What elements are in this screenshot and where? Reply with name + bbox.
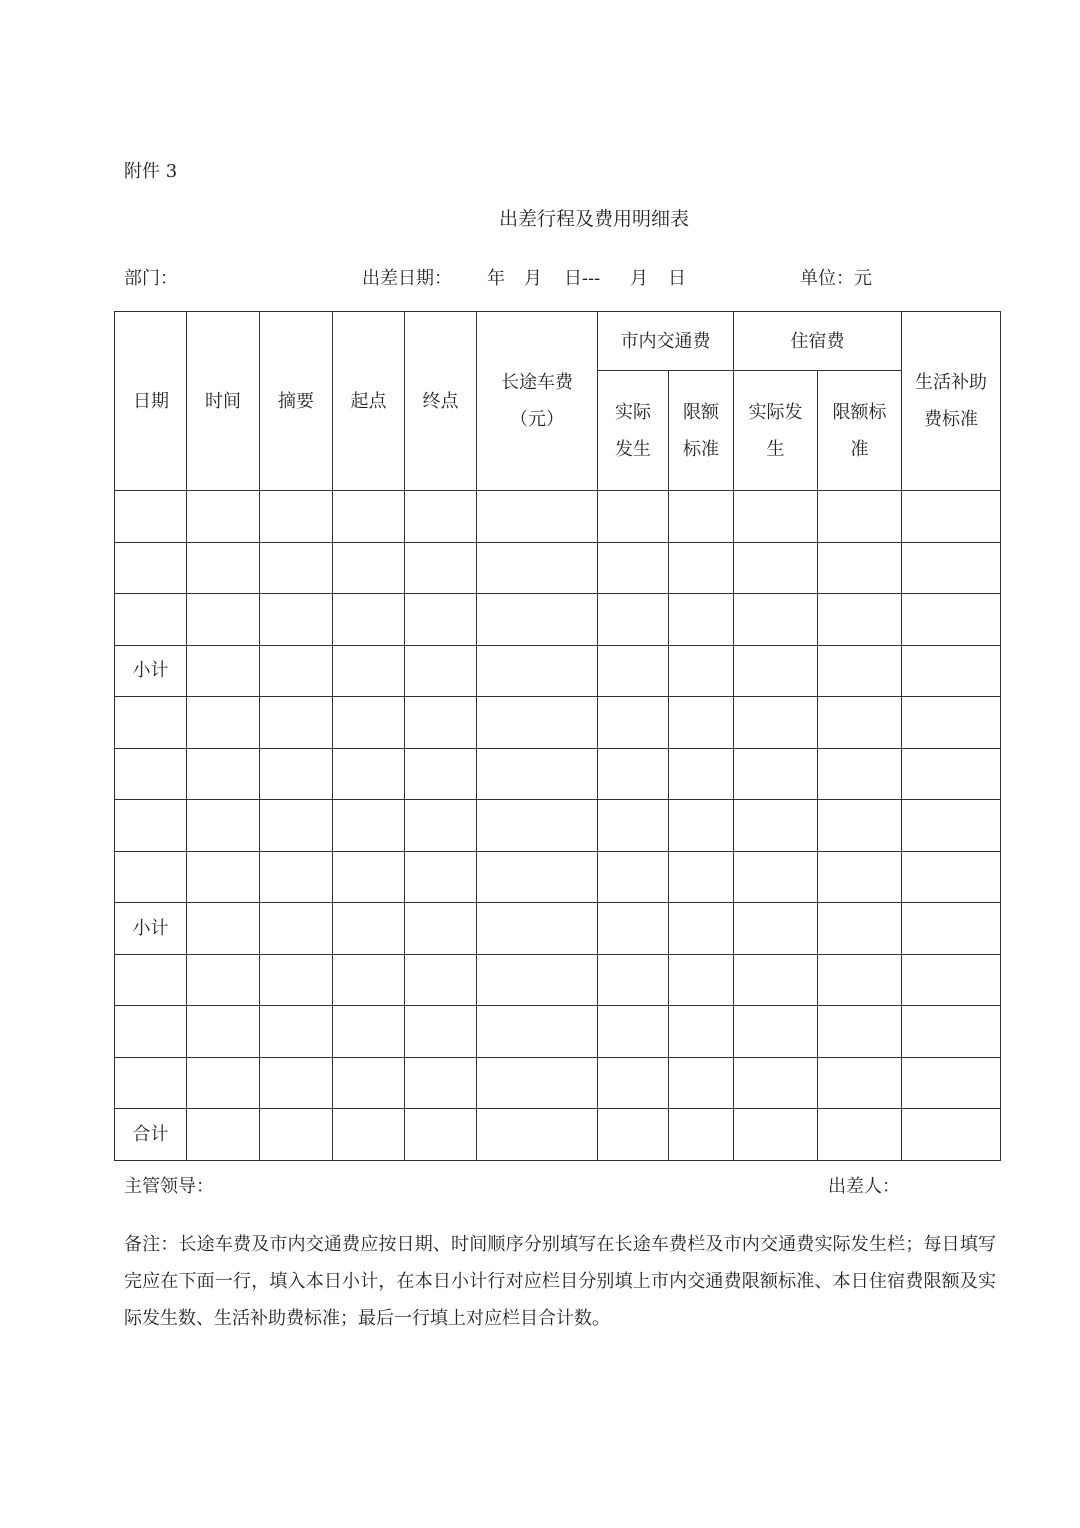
table-cell[interactable] <box>187 800 260 852</box>
supervisor-label: 主管领导： <box>124 1176 214 1197</box>
table-cell[interactable] <box>734 1006 818 1058</box>
table-cell[interactable] <box>260 1109 333 1161</box>
table-cell[interactable] <box>405 645 477 697</box>
table-cell[interactable] <box>405 903 477 955</box>
table-row <box>115 1109 1001 1161</box>
table-cell[interactable] <box>477 800 598 852</box>
table-cell[interactable] <box>734 1057 818 1109</box>
table-cell[interactable] <box>260 954 333 1006</box>
table-cell[interactable] <box>405 594 477 646</box>
department-label: 部门： <box>124 268 178 289</box>
date-month-end: 月 <box>630 268 648 289</box>
table-cell[interactable] <box>187 903 260 955</box>
table-cell[interactable] <box>477 645 598 697</box>
header-time: 时间 <box>187 312 260 491</box>
table-row <box>115 851 1001 903</box>
table-cell[interactable] <box>669 594 734 646</box>
table-cell[interactable] <box>260 1057 333 1109</box>
header-acc-limit <box>818 371 902 491</box>
table-cell[interactable] <box>669 1057 734 1109</box>
travel-date-label: 出差日期： <box>362 268 452 289</box>
table-cell[interactable] <box>598 491 669 543</box>
table-row <box>115 645 1001 697</box>
table-cell[interactable] <box>333 1006 405 1058</box>
row-label-cell <box>115 542 187 594</box>
table-cell[interactable] <box>187 954 260 1006</box>
table-cell[interactable] <box>405 542 477 594</box>
table-cell[interactable] <box>333 1109 405 1161</box>
table-row <box>115 748 1001 800</box>
header-acc-limit-line2: 准 <box>850 438 869 460</box>
table-cell[interactable] <box>902 542 1001 594</box>
table-cell[interactable] <box>669 748 734 800</box>
table-cell[interactable] <box>477 748 598 800</box>
table-cell[interactable] <box>902 594 1001 646</box>
table-cell[interactable] <box>405 1057 477 1109</box>
header-city-limit <box>669 371 734 491</box>
traveler-label: 出差人： <box>828 1176 900 1197</box>
table-cell[interactable] <box>405 800 477 852</box>
header-allowance-line2: 费标准 <box>924 409 978 430</box>
table-cell[interactable] <box>477 594 598 646</box>
table-cell[interactable] <box>477 851 598 903</box>
table-cell[interactable] <box>598 1109 669 1161</box>
table-cell[interactable] <box>477 542 598 594</box>
header-acc-actual-line2: 生 <box>766 438 785 460</box>
table-cell[interactable] <box>187 645 260 697</box>
row-label-cell: 小计 <box>115 903 187 955</box>
table-cell[interactable] <box>902 645 1001 697</box>
table-cell[interactable] <box>598 542 669 594</box>
table-cell[interactable] <box>187 1006 260 1058</box>
table-cell[interactable] <box>187 748 260 800</box>
table-cell[interactable] <box>187 851 260 903</box>
table-cell[interactable] <box>902 1057 1001 1109</box>
table-cell[interactable] <box>669 800 734 852</box>
table-cell[interactable] <box>260 851 333 903</box>
table-cell[interactable] <box>734 748 818 800</box>
table-cell[interactable] <box>260 491 333 543</box>
table-cell[interactable] <box>333 491 405 543</box>
table-cell[interactable] <box>669 903 734 955</box>
unit-label: 单位：元 <box>800 268 872 289</box>
row-label-cell <box>115 748 187 800</box>
table-cell[interactable] <box>260 800 333 852</box>
table-cell[interactable] <box>598 851 669 903</box>
table-cell[interactable] <box>598 1057 669 1109</box>
table-cell[interactable] <box>405 1006 477 1058</box>
table-cell[interactable] <box>669 1006 734 1058</box>
remarks-note: 备注：长途车费及市内交通费应按日期、时间顺序分别填写在长途车费栏及市内交通费实际发生栏；每日填写完应在下面一行，填入本日小计，在本日小计行对应栏目分别填上市内交通费限额标准、本日住宿费限额及实际发生数、生活补助费标准；最后一行填上对应栏目合计数。 <box>124 1234 996 1329</box>
table-row <box>115 800 1001 852</box>
table-cell[interactable] <box>333 645 405 697</box>
table-cell[interactable] <box>405 697 477 749</box>
table-cell[interactable] <box>669 851 734 903</box>
row-label-cell <box>115 954 187 1006</box>
row-label-cell: 合计 <box>115 1109 187 1161</box>
table-cell[interactable] <box>333 697 405 749</box>
table-cell[interactable] <box>734 800 818 852</box>
table-cell[interactable] <box>734 491 818 543</box>
table-cell[interactable] <box>902 748 1001 800</box>
table-cell[interactable] <box>902 1006 1001 1058</box>
table-cell[interactable] <box>818 800 902 852</box>
table-cell[interactable] <box>477 697 598 749</box>
table-cell[interactable] <box>333 748 405 800</box>
header-allowance-standard <box>902 312 1001 491</box>
attachment-label: 附件 3 <box>124 161 178 182</box>
header-summary: 摘要 <box>260 312 333 491</box>
table-cell[interactable] <box>734 594 818 646</box>
header-city-actual-line2: 发生 <box>615 438 651 460</box>
table-cell[interactable] <box>734 542 818 594</box>
header-long-distance-line2: （元） <box>510 409 564 430</box>
table-cell[interactable] <box>902 954 1001 1006</box>
table-cell[interactable] <box>818 1006 902 1058</box>
table-cell[interactable] <box>260 542 333 594</box>
table-cell[interactable] <box>405 748 477 800</box>
table-cell[interactable] <box>260 697 333 749</box>
table-cell[interactable] <box>260 594 333 646</box>
table-cell[interactable] <box>333 1057 405 1109</box>
table-cell[interactable] <box>902 903 1001 955</box>
table-cell[interactable] <box>734 645 818 697</box>
table-cell[interactable] <box>669 1109 734 1161</box>
row-label-cell <box>115 1057 187 1109</box>
header-accommodation: 住宿费 <box>734 312 902 371</box>
header-end-point: 终点 <box>405 312 477 491</box>
table-cell[interactable] <box>902 491 1001 543</box>
table-cell[interactable] <box>260 748 333 800</box>
table-cell[interactable] <box>818 1057 902 1109</box>
table-cell[interactable] <box>598 800 669 852</box>
table-cell[interactable] <box>818 645 902 697</box>
table-cell[interactable] <box>260 903 333 955</box>
row-label-cell <box>115 594 187 646</box>
table-cell[interactable] <box>598 903 669 955</box>
header-city-limit-line2: 标准 <box>683 438 719 460</box>
row-label-cell <box>115 851 187 903</box>
header-city-actual-line1: 实际 <box>615 401 651 423</box>
table-cell[interactable] <box>734 903 818 955</box>
date-month-start: 月 <box>524 268 542 289</box>
table-cell[interactable] <box>598 1006 669 1058</box>
table-cell[interactable] <box>477 1109 598 1161</box>
table-body <box>115 491 1001 1161</box>
table-cell[interactable] <box>818 1109 902 1161</box>
table-cell[interactable] <box>818 954 902 1006</box>
date-year: 年 <box>487 268 505 289</box>
table-cell[interactable] <box>669 954 734 1006</box>
table-cell[interactable] <box>598 954 669 1006</box>
table-cell[interactable] <box>598 697 669 749</box>
header-city-transport: 市内交通费 <box>598 312 734 371</box>
table-cell[interactable] <box>669 697 734 749</box>
table-cell[interactable] <box>598 748 669 800</box>
table-cell[interactable] <box>405 491 477 543</box>
table-cell[interactable] <box>187 1109 260 1161</box>
table-row <box>115 594 1001 646</box>
table-cell[interactable] <box>187 542 260 594</box>
table-cell[interactable] <box>669 491 734 543</box>
table-cell[interactable] <box>734 954 818 1006</box>
table-row <box>115 542 1001 594</box>
table-cell[interactable] <box>333 903 405 955</box>
table-cell[interactable] <box>187 491 260 543</box>
table-cell[interactable] <box>187 697 260 749</box>
table-cell[interactable] <box>187 1057 260 1109</box>
table-cell[interactable] <box>405 851 477 903</box>
table-cell[interactable] <box>818 903 902 955</box>
table-cell[interactable] <box>734 697 818 749</box>
table-cell[interactable] <box>669 542 734 594</box>
header-city-limit-line1: 限额 <box>683 401 719 423</box>
table-cell[interactable] <box>598 594 669 646</box>
table-cell[interactable] <box>333 594 405 646</box>
table-cell[interactable] <box>818 491 902 543</box>
page-title: 出差行程及费用明细表 <box>498 208 689 230</box>
table-row <box>115 954 1001 1006</box>
table-cell[interactable] <box>477 1057 598 1109</box>
table-cell[interactable] <box>669 645 734 697</box>
header-long-distance-line1: 长途车费 <box>501 372 573 393</box>
table-cell[interactable] <box>598 645 669 697</box>
table-cell[interactable] <box>260 645 333 697</box>
date-day-start: 日--- <box>564 268 601 289</box>
table-row <box>115 903 1001 955</box>
header-acc-actual-line1: 实际发 <box>748 401 803 423</box>
table-row <box>115 491 1001 543</box>
table-cell[interactable] <box>477 903 598 955</box>
table-row <box>115 1057 1001 1109</box>
table-cell[interactable] <box>333 800 405 852</box>
table-cell[interactable] <box>405 954 477 1006</box>
table-cell[interactable] <box>734 851 818 903</box>
header-start-point: 起点 <box>333 312 405 491</box>
header-allowance-line1: 生活补助 <box>915 372 987 393</box>
table-cell[interactable] <box>902 697 1001 749</box>
date-day-end: 日 <box>668 268 686 289</box>
row-label-cell <box>115 697 187 749</box>
row-label-cell: 小计 <box>115 645 187 697</box>
table-cell[interactable] <box>333 851 405 903</box>
expense-table <box>114 311 1001 1161</box>
header-long-distance-fare <box>477 312 598 491</box>
table-cell[interactable] <box>260 1006 333 1058</box>
table-cell[interactable] <box>734 1109 818 1161</box>
row-label-cell <box>115 800 187 852</box>
table-cell[interactable] <box>333 954 405 1006</box>
row-label-cell <box>115 1006 187 1058</box>
table-cell[interactable] <box>902 800 1001 852</box>
table-cell[interactable] <box>187 594 260 646</box>
header-acc-actual <box>734 371 818 491</box>
row-label-cell <box>115 491 187 543</box>
table-cell[interactable] <box>818 851 902 903</box>
table-cell[interactable] <box>818 594 902 646</box>
header-date: 日期 <box>115 312 187 491</box>
table-cell[interactable] <box>477 1006 598 1058</box>
table-cell[interactable] <box>818 748 902 800</box>
table-cell[interactable] <box>405 1109 477 1161</box>
table-cell[interactable] <box>902 1109 1001 1161</box>
table-row <box>115 697 1001 749</box>
table-cell[interactable] <box>333 542 405 594</box>
header-acc-limit-line1: 限额标 <box>832 401 887 423</box>
table-row <box>115 1006 1001 1058</box>
table-cell[interactable] <box>902 851 1001 903</box>
table-cell[interactable] <box>477 491 598 543</box>
table-cell[interactable] <box>818 542 902 594</box>
table-cell[interactable] <box>477 954 598 1006</box>
table-cell[interactable] <box>818 697 902 749</box>
header-city-actual <box>598 371 669 491</box>
